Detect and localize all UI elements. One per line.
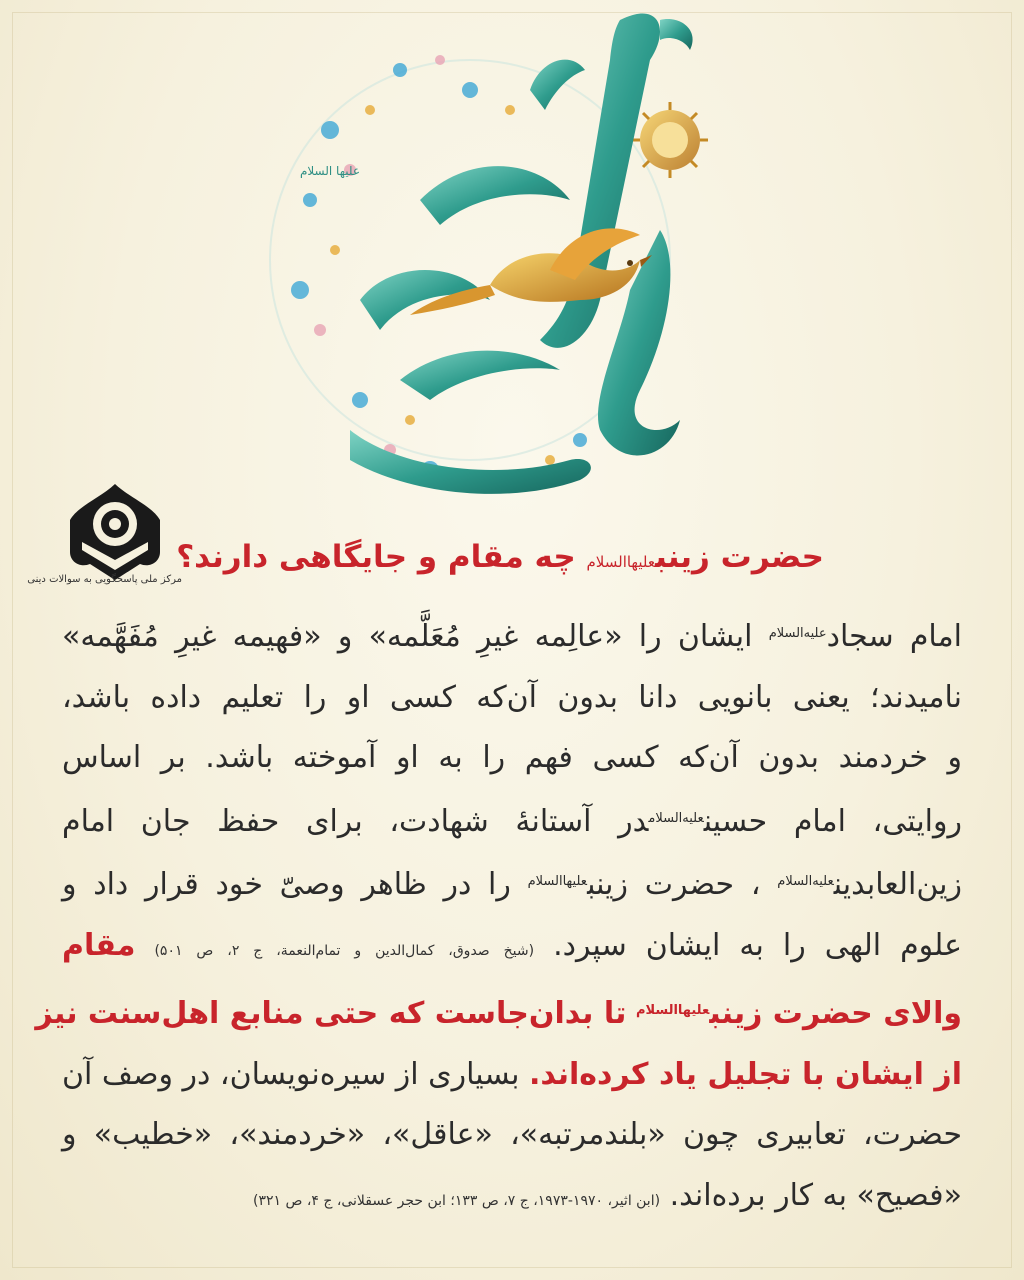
honorific-m: علیه‌السلام xyxy=(648,810,704,826)
text-segment: امام سجاد xyxy=(826,619,962,654)
honorific-f: علیهاالسلام xyxy=(527,874,588,889)
highlight-text: والای حضرت زینب xyxy=(709,996,962,1031)
body-line-6 xyxy=(62,916,962,982)
bird-icon xyxy=(410,228,652,315)
body-line-2: نامیدند؛ یعنی بانویی دانا بدون آن‌که کسی او را تعلیم داده باشد، xyxy=(62,679,962,715)
body-line-9: حضرت، تعابیری چون «بلندمرتبه»، «عاقل»، «خردمند»، «خطیب» و xyxy=(62,1117,962,1152)
body-line-7 xyxy=(35,981,962,1045)
calligraphy-art xyxy=(240,0,800,510)
text-segment: بسیاری از سیره‌نویسان، در وصف آن xyxy=(62,1056,520,1092)
text-segment: را در ظاهر وصیّ خود قرار داد و xyxy=(62,867,511,902)
honorific-m: علیه‌السلام xyxy=(768,626,827,641)
page-title xyxy=(176,535,824,584)
text-segment: روایتی، امام حسین xyxy=(703,803,962,839)
svg-text:علیها السلام: علیها السلام xyxy=(299,164,360,178)
title-rest: چه مقام و جایگاهی دارند؟ xyxy=(176,539,576,575)
text-segment: «فصیح» به کار برده‌اند. xyxy=(669,1177,962,1213)
text-segment: در آستانۀ شهادت، برای حفظ جان امام xyxy=(62,803,649,839)
body-line-3: و خردمند بدون آن‌که کسی فهم را به او آموخته باشد. بر اساس xyxy=(62,740,962,775)
text-segment: علوم الهی را به ایشان سپرد. xyxy=(553,927,962,963)
highlight-text: مقام xyxy=(62,927,136,963)
highlight-text: تا بدان‌جاست که حتی منابع اهل‌سنت نیز xyxy=(35,996,627,1031)
body-line-5 xyxy=(62,852,962,916)
honorific-m: علیه‌السلام xyxy=(777,874,834,889)
honorific-f: علیهاالسلام xyxy=(635,1003,710,1018)
calligraphy-svg xyxy=(240,0,800,510)
text-segment: ایشان را «عالِمه غیرِ مُعَلَّمه» و «فهیمه غیرِ مُفَهَّمه» xyxy=(62,619,753,654)
body-line-8 xyxy=(62,1045,962,1106)
highlight-text: از ایشان با تجلیل یاد کرده‌اند. xyxy=(529,1056,962,1092)
citation: (ابن اثیر، ۱۹۷۰-۱۹۷۳، ج ۷، ص ۱۳۳؛ ابن حجر عسقلانی، ج ۴، ص ۳۲۱) xyxy=(252,1192,661,1209)
logo-caption: مرکز ملی پاسخگویی به سوالات دینی xyxy=(27,574,182,585)
body-line-1 xyxy=(62,604,962,668)
title-honorific: علیهاالسلام xyxy=(586,553,656,571)
article-body xyxy=(35,604,962,1231)
small-inscription xyxy=(300,164,360,178)
body-line-4 xyxy=(62,789,962,853)
title-name: حضرت زینب xyxy=(655,539,824,575)
citation: (شیخ صدوق، کمال‌الدین و تمام‌النعمة، ج ۲، ص ۵۰۱) xyxy=(154,942,535,959)
body-line-10 xyxy=(62,1166,962,1232)
text-segment: ، حضرت زینب xyxy=(587,867,761,902)
sun-medallion-icon xyxy=(632,102,708,178)
text-segment: زین‌العابدین xyxy=(833,867,962,902)
